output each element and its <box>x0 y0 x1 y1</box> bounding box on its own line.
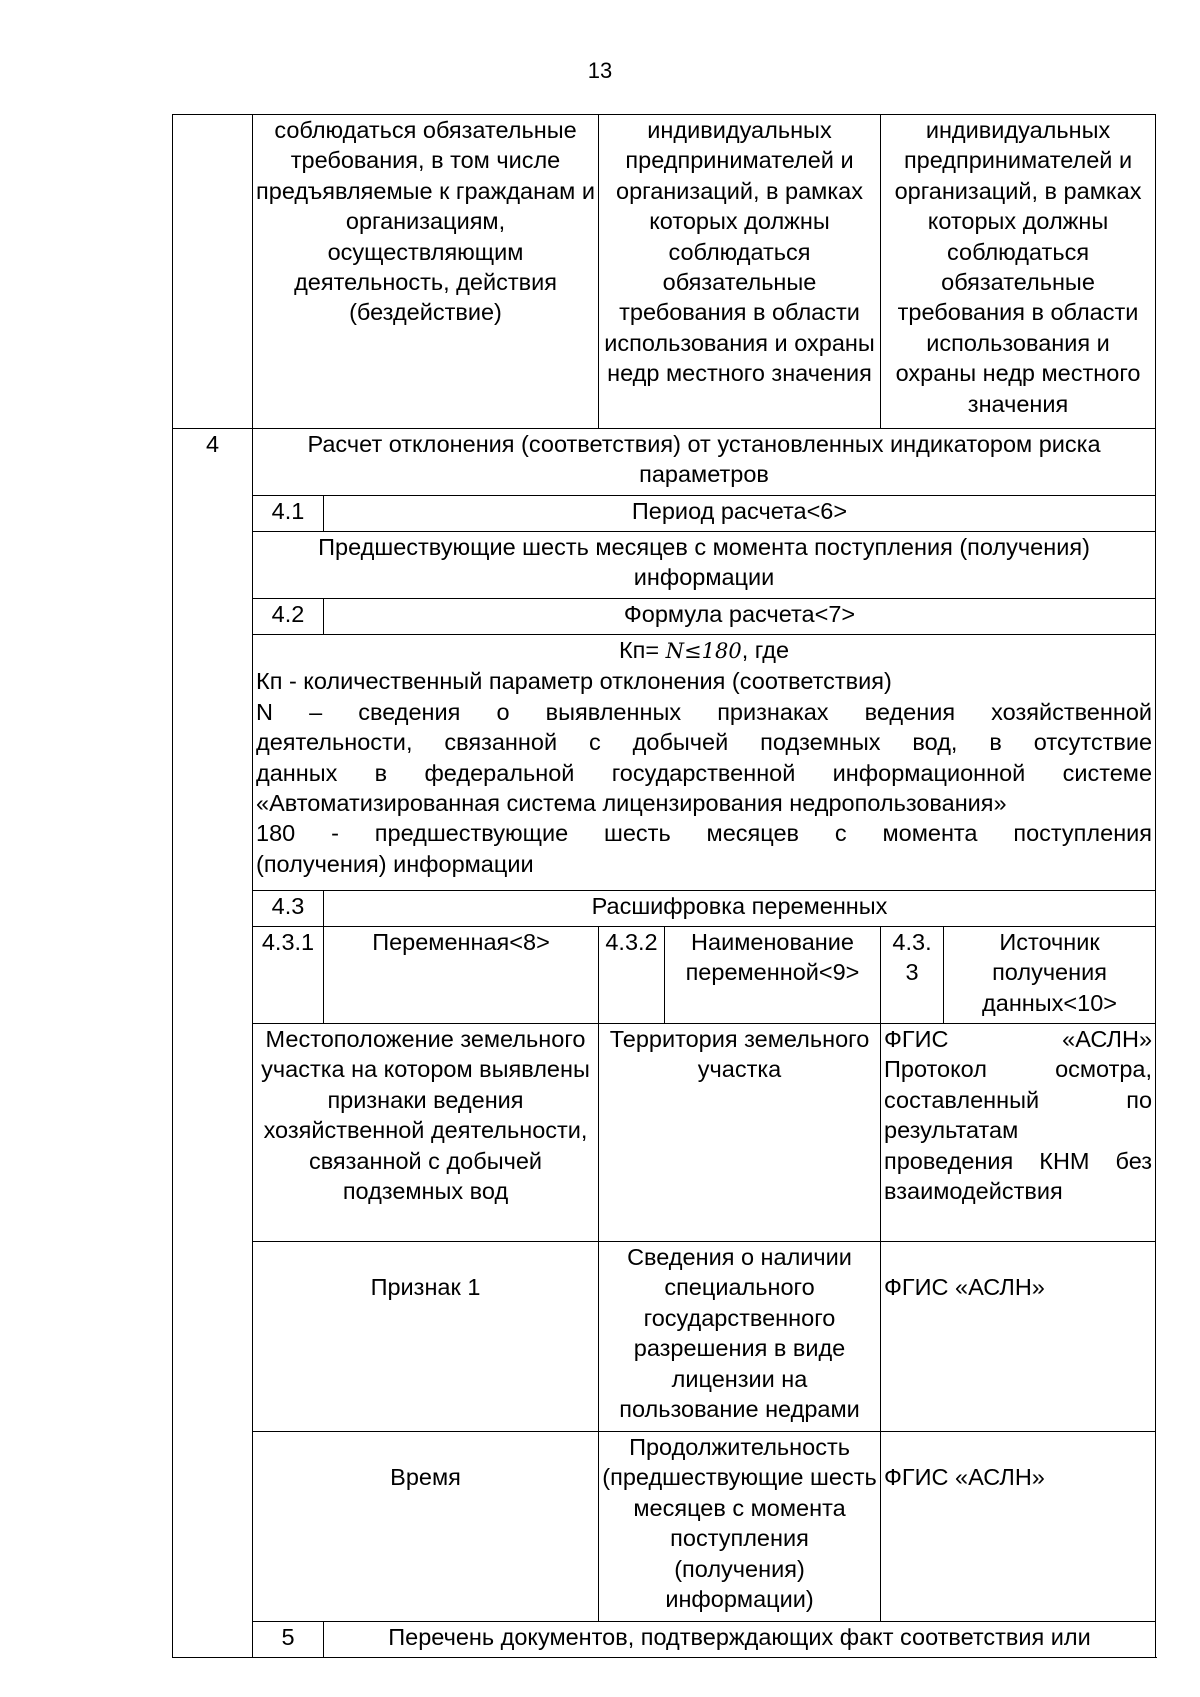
entities-cell: индивидуальных предпринимателей и организаций, в рамках которых должны соблюдаться обязательные требования в области использования и охраны недр местного значения <box>881 115 1156 429</box>
formula-line <box>256 635 1152 666</box>
formula-prefix: Кп= <box>618 637 666 663</box>
data-source-cell: ФГИС «АСЛН» <box>881 1242 1156 1432</box>
t-definition-line: (получения) информации <box>256 850 534 877</box>
subsection-number: 4.1 <box>253 496 324 532</box>
header-number: 4.3.2 <box>599 927 665 1024</box>
variable-name-cell: Сведения о наличии специального государственного разрешения в виде лицензии на пользование недрами <box>599 1242 881 1432</box>
section-title: Перечень документов, подтверждающих факт соответствия или <box>324 1622 1156 1658</box>
data-source-cell: ФГИС «АСЛН» <box>881 1432 1156 1622</box>
t-definition-line: 180 - предшествующие шесть месяцев с момента поступления <box>256 820 1153 847</box>
table-row <box>173 429 1156 496</box>
kp-definition: Кп - количественный параметр отклонения (соответствия) <box>256 668 892 695</box>
subsection-number: 4.3 <box>253 891 324 927</box>
variable-cell: Местоположение земельного участка на котором выявлены признаки ведения хозяйственной деятельности, связанной с добычей подземных вод <box>253 1024 599 1242</box>
table-row <box>173 1432 1156 1622</box>
section-title: Расчет отклонения (соответствия) от установленных индикатором риска параметров <box>253 429 1156 496</box>
header-data-source: Источник получения данных<10> <box>944 927 1156 1024</box>
variable-cell: Время <box>253 1432 599 1622</box>
table-row <box>173 1024 1156 1242</box>
table-row <box>173 599 1156 635</box>
subsection-title: Расшифровка переменных <box>324 891 1156 927</box>
subsection-title: Формула расчета<7> <box>324 599 1156 635</box>
n-definition-line: данных в федеральной государственной информационной системе <box>256 759 1153 786</box>
section-number: 4 <box>173 429 253 1658</box>
table-row <box>173 496 1156 532</box>
data-source-cell: ФГИС «АСЛН» Протокол осмотра, составленный по результатам проведения КНМ без взаимодействия <box>881 1024 1156 1242</box>
formula-cell <box>253 635 1156 891</box>
table-row <box>173 927 1156 1024</box>
page-number: 13 <box>587 58 613 83</box>
n-definition-line: «Автоматизированная система лицензирования недропользования» <box>256 790 1007 817</box>
table-row <box>173 532 1156 599</box>
entities-cell: индивидуальных предпринимателей и организаций, в рамках которых должны соблюдаться обязательные требования в области использования и охраны недр местного значения <box>599 115 881 429</box>
variable-cell: Признак 1 <box>253 1242 599 1432</box>
variable-name-cell: Территория земельного участка <box>599 1024 881 1242</box>
table-row <box>173 1242 1156 1432</box>
formula-suffix: , где <box>741 637 790 663</box>
period-text: Предшествующие шесть месяцев с момента поступления (получения) информации <box>253 532 1156 599</box>
header-number: 4.3. 3 <box>881 927 944 1024</box>
row-number-cell <box>173 115 253 429</box>
table-row <box>173 891 1156 927</box>
header-number: 4.3.1 <box>253 927 324 1024</box>
subsection-number: 4.2 <box>253 599 324 635</box>
table-row <box>173 1622 1156 1658</box>
requirements-table <box>172 114 1156 1658</box>
header-variable-name: Наименование переменной<9> <box>665 927 881 1024</box>
table-row <box>173 115 1156 429</box>
variable-name-cell: Продолжительность (предшествующие шесть месяцев с момента поступления (получения) информации) <box>599 1432 881 1622</box>
formula-expression: N≤180 <box>665 639 742 663</box>
section-number: 5 <box>253 1622 324 1658</box>
header-variable: Переменная<8> <box>324 927 599 1024</box>
requirements-cell: соблюдаться обязательные требования, в том числе предъявляемые к гражданам и организациям, осуществляющим деятельность, действия (бездействие) <box>253 115 599 429</box>
n-definition-line: N – сведения о выявленных признаках ведения хозяйственной <box>256 698 1153 725</box>
subsection-title: Период расчета<6> <box>324 496 1156 532</box>
table-row <box>173 635 1156 891</box>
n-definition-line: деятельности, связанной с добычей подземных вод, в отсутствие <box>256 729 1153 756</box>
